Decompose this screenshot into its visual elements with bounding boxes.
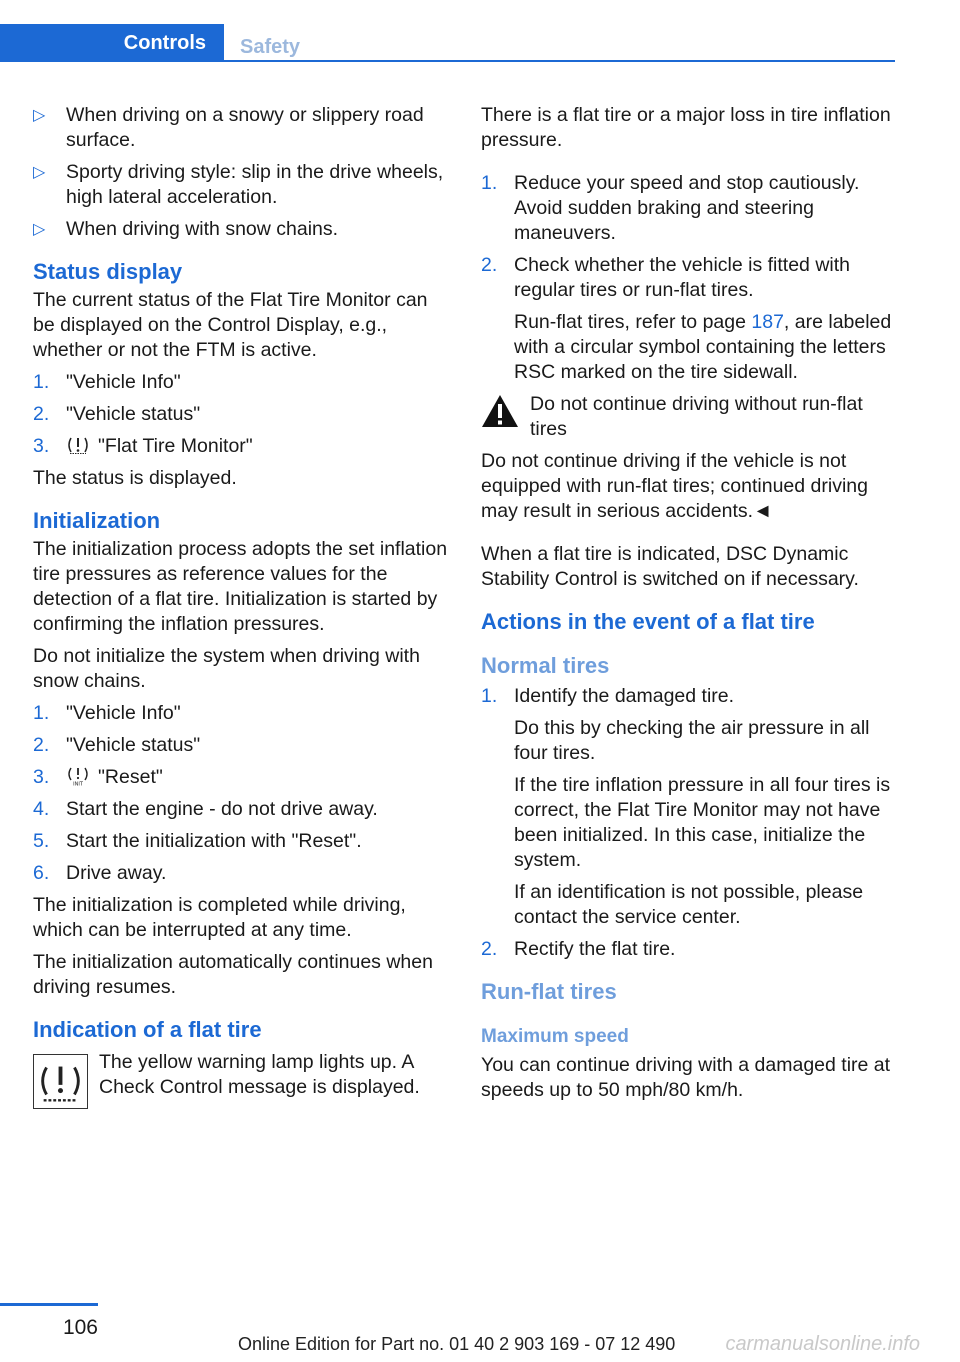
tab-safety[interactable]: Safety: [240, 35, 301, 58]
status-after-text: The status is displayed.: [33, 467, 237, 489]
initialization-text: The initialization process adopts the set inflation tire pressures as reference values for the detection of a flat tire. Initialization is started by confirming the inflation pressures.: [33, 538, 448, 635]
list-item: 2. Rectify the flat tire.: [481, 938, 676, 960]
list-item: 2. "Vehicle status": [33, 403, 201, 425]
list-item: 1. Identify the damaged tire. Do this by checking the air pressure in all four tires. If the tire inflation pressure in all four tires is correct, the Flat Tire Monitor may not have been initialized. In this case, initialize the system. If an identification is not possible, please contact the service center.: [481, 685, 891, 928]
warning-lamp-text: The yellow warning lamp lights up. A Check Control message is displayed.: [99, 1051, 420, 1098]
left-column: [33, 103, 451, 1100]
status-display-text: The current status of the Flat Tire Monitor can be displayed on the Control Display, e.g., whether or not the FTM is active.: [33, 289, 428, 361]
warning-lamp-row: [33, 1050, 451, 1100]
list-item: 5. Start the initialization with "Reset".: [33, 830, 362, 852]
watermark: carmanualsonline.info: [725, 1333, 920, 1355]
right-column: [481, 103, 899, 1110]
list-item: 1. "Vehicle Info": [33, 371, 181, 393]
edition-text: Online Edition for Part no. 01 40 2 903 169 - 07 12 490: [238, 1334, 676, 1354]
maximum-speed-heading: Maximum speed: [481, 1026, 629, 1047]
list-item: 4. Start the engine - do not drive away.: [33, 798, 378, 820]
list-item: 1. Reduce your speed and stop cautiously. Avoid sudden braking and steering maneuvers.: [481, 172, 860, 244]
status-display-heading: Status display: [33, 259, 183, 284]
flat-tire-warning-lamp-icon: [33, 1054, 88, 1109]
chapter-tabs: [0, 24, 895, 62]
list-item: ▷ Sporty driving style: slip in the drive wheels, high lateral acceleration.: [33, 161, 444, 208]
page-reference-link[interactable]: 187: [751, 311, 784, 333]
header-rule: [224, 60, 895, 62]
warning-text: Do not continue driving if the vehicle is not equipped with run-flat tires; continued driving may result in serious accidents.◄: [481, 450, 868, 522]
initialization-heading: Initialization: [33, 508, 161, 533]
flat-tire-monitor-icon: [66, 435, 90, 455]
flat-tire-indication-heading: Indication of a flat tire: [33, 1017, 262, 1042]
maximum-speed-text: You can continue driving with a damaged tire at speeds up to 50 mph/80 km/h.: [481, 1054, 891, 1101]
page-number: 106: [62, 1316, 98, 1339]
svg-text:INIT: INIT: [73, 781, 83, 786]
tab-controls[interactable]: Controls: [0, 24, 224, 62]
triangle-bullet-icon: ▷: [33, 107, 46, 124]
actions-heading: Actions in the event of a flat tire: [481, 609, 815, 634]
footer-rule: [0, 1303, 98, 1306]
flat-tire-intro-text: There is a flat tire or a major loss in tire inflation pressure.: [481, 104, 891, 151]
initialization-after-text: The initialization is completed while driving, which can be interrupted at any time.: [33, 894, 406, 941]
triangle-bullet-icon: ▷: [33, 221, 46, 238]
list-item: 2. Check whether the vehicle is fitted with regular tires or run-flat tires. Run-flat tires, refer to page 187, are labeled with a circular symbol containing the letters RSC marked on the tire sidewall.: [481, 253, 899, 385]
list-item: 3. "Flat Tire Monitor": [33, 435, 253, 457]
warning-note: [481, 392, 899, 442]
runflat-tires-heading: Run-flat tires: [481, 979, 617, 1004]
warning-title: Do not continue driving without run-flat tires: [530, 393, 863, 440]
triangle-bullet-icon: ▷: [33, 164, 46, 181]
tire-reset-init-icon: [66, 766, 90, 786]
initialization-warning-text: Do not initialize the system when driving with snow chains.: [33, 645, 420, 692]
list-item: 2. "Vehicle status": [33, 734, 201, 756]
dsc-text: When a flat tire is indicated, DSC Dynamic Stability Control is switched on if necessary.: [481, 543, 859, 590]
list-item: 1. "Vehicle Info": [33, 702, 181, 724]
list-item: 6. Drive away.: [33, 862, 167, 884]
list-item: 3. INIT "Reset": [33, 766, 163, 788]
runflat-label-note: Run-flat tires, refer to page 187, are labeled with a circular symbol containing the letters RSC marked on the tire sidewall.: [514, 311, 892, 383]
list-item: ▷ When driving on a snowy or slippery road surface.: [33, 104, 424, 151]
list-item: ▷ When driving with snow chains.: [33, 218, 339, 240]
initialization-continue-text: The initialization automatically continues when driving resumes.: [33, 951, 433, 998]
normal-tires-heading: Normal tires: [481, 653, 610, 678]
warning-triangle-icon: [481, 394, 519, 428]
